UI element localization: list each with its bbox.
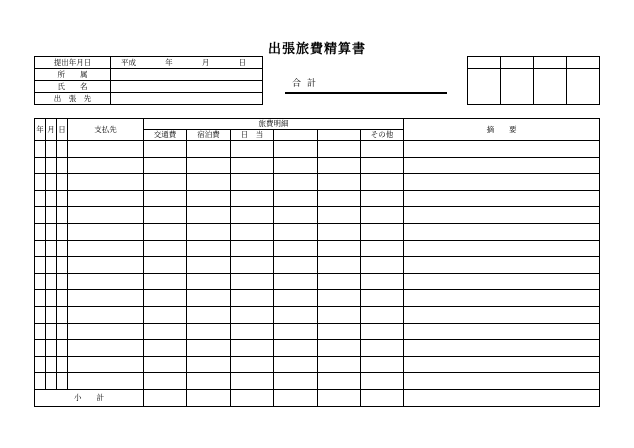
- other-cell[interactable]: [361, 207, 404, 224]
- month-cell[interactable]: [46, 207, 57, 224]
- other-cell[interactable]: [361, 306, 404, 323]
- lodging-cell[interactable]: [187, 356, 231, 373]
- transport-cell[interactable]: [144, 323, 187, 340]
- month-cell[interactable]: [46, 141, 57, 158]
- total-amount-line[interactable]: [285, 92, 447, 94]
- destination-row: [35, 93, 263, 105]
- remarks-cell[interactable]: [404, 373, 600, 390]
- allowance-cell[interactable]: [231, 141, 274, 158]
- year-cell[interactable]: [35, 190, 46, 207]
- year-cell[interactable]: [35, 340, 46, 357]
- month-cell[interactable]: [46, 190, 57, 207]
- year-cell[interactable]: [35, 273, 46, 290]
- lodging-cell[interactable]: [187, 323, 231, 340]
- allowance-cell[interactable]: [231, 323, 274, 340]
- lodging-cell[interactable]: [187, 240, 231, 257]
- expense-row: [35, 157, 600, 174]
- lodging-cell[interactable]: [187, 174, 231, 191]
- payee-cell[interactable]: [68, 290, 144, 307]
- transport-cell[interactable]: [144, 306, 187, 323]
- month-cell[interactable]: [46, 373, 57, 390]
- month-cell[interactable]: [46, 356, 57, 373]
- transport-cell[interactable]: [144, 340, 187, 357]
- day-cell[interactable]: [57, 141, 68, 158]
- remarks-cell[interactable]: [404, 306, 600, 323]
- stamp-box[interactable]: [534, 69, 567, 105]
- expense-row: [35, 141, 600, 158]
- day-cell[interactable]: [57, 340, 68, 357]
- transport-cell[interactable]: [144, 174, 187, 191]
- blank-cell[interactable]: [318, 356, 361, 373]
- other-cell[interactable]: [361, 157, 404, 174]
- payee-cell[interactable]: [68, 273, 144, 290]
- day-label: 日: [238, 57, 246, 67]
- stamp-box[interactable]: [468, 69, 501, 105]
- blank-cell[interactable]: [274, 340, 318, 357]
- expense-row: [35, 323, 600, 340]
- day-cell[interactable]: [57, 306, 68, 323]
- year-cell[interactable]: [35, 306, 46, 323]
- month-cell[interactable]: [46, 223, 57, 240]
- allowance-cell[interactable]: [231, 356, 274, 373]
- transport-cell[interactable]: [144, 141, 187, 158]
- payee-cell[interactable]: [68, 240, 144, 257]
- blank-cell[interactable]: [318, 207, 361, 224]
- remarks-cell[interactable]: [404, 141, 600, 158]
- blank-cell[interactable]: [318, 323, 361, 340]
- col-remarks-header: 摘 要: [404, 119, 600, 141]
- blank-cell[interactable]: [274, 373, 318, 390]
- payee-cell[interactable]: [68, 141, 144, 158]
- subtotal-label: 小 計: [35, 389, 144, 406]
- remarks-cell[interactable]: [404, 190, 600, 207]
- year-cell[interactable]: [35, 373, 46, 390]
- col-month-header: 月: [46, 119, 57, 141]
- other-cell[interactable]: [361, 273, 404, 290]
- expense-row: [35, 340, 600, 357]
- payee-cell[interactable]: [68, 190, 144, 207]
- day-cell[interactable]: [57, 323, 68, 340]
- blank-cell[interactable]: [318, 174, 361, 191]
- day-cell[interactable]: [57, 356, 68, 373]
- col-transport-header: 交通費: [144, 130, 187, 141]
- day-cell[interactable]: [57, 373, 68, 390]
- allowance-cell[interactable]: [231, 340, 274, 357]
- day-cell[interactable]: [57, 190, 68, 207]
- lodging-cell[interactable]: [187, 290, 231, 307]
- payee-cell[interactable]: [68, 174, 144, 191]
- name-label: 氏 名: [35, 81, 111, 93]
- month-cell[interactable]: [46, 174, 57, 191]
- blank-cell[interactable]: [274, 257, 318, 274]
- stamp-title-cell[interactable]: [468, 57, 501, 69]
- transport-cell[interactable]: [144, 223, 187, 240]
- era-label: 平成: [121, 57, 136, 67]
- approval-stamp-boxes: [467, 56, 600, 105]
- travel-expense-group-header: 旅費明細: [144, 119, 404, 130]
- subtotal-blank-cell[interactable]: [318, 389, 361, 406]
- transport-cell[interactable]: [144, 190, 187, 207]
- day-cell[interactable]: [57, 273, 68, 290]
- blank-cell[interactable]: [274, 356, 318, 373]
- subtotal-row: [35, 389, 600, 406]
- other-cell[interactable]: [361, 257, 404, 274]
- year-cell[interactable]: [35, 174, 46, 191]
- year-cell[interactable]: [35, 290, 46, 307]
- other-cell[interactable]: [361, 190, 404, 207]
- allowance-cell[interactable]: [231, 190, 274, 207]
- blank-cell[interactable]: [318, 223, 361, 240]
- blank-cell[interactable]: [318, 373, 361, 390]
- day-cell[interactable]: [57, 290, 68, 307]
- remarks-cell[interactable]: [404, 340, 600, 357]
- blank-cell[interactable]: [318, 190, 361, 207]
- year-cell[interactable]: [35, 207, 46, 224]
- remarks-cell[interactable]: [404, 207, 600, 224]
- transport-cell[interactable]: [144, 373, 187, 390]
- payee-cell[interactable]: [68, 306, 144, 323]
- day-cell[interactable]: [57, 207, 68, 224]
- year-cell[interactable]: [35, 240, 46, 257]
- lodging-cell[interactable]: [187, 273, 231, 290]
- col-year-header: 年: [35, 119, 46, 141]
- other-cell[interactable]: [361, 323, 404, 340]
- expense-rows: [35, 141, 600, 390]
- col-other-header: その他: [361, 130, 404, 141]
- total-label: 合計: [292, 79, 323, 89]
- lodging-cell[interactable]: [187, 257, 231, 274]
- name-row: [35, 81, 263, 93]
- month-label: 月: [201, 57, 210, 67]
- other-cell[interactable]: [361, 223, 404, 240]
- subtotal-other-cell[interactable]: [361, 389, 404, 406]
- lodging-cell[interactable]: [187, 207, 231, 224]
- subtotal-lodging-cell[interactable]: [187, 389, 231, 406]
- subtotal-remarks-cell[interactable]: [404, 389, 600, 406]
- stamp-box[interactable]: [501, 69, 534, 105]
- blank-cell[interactable]: [318, 141, 361, 158]
- allowance-cell[interactable]: [231, 373, 274, 390]
- remarks-cell[interactable]: [404, 223, 600, 240]
- transport-cell[interactable]: [144, 257, 187, 274]
- blank-cell[interactable]: [318, 257, 361, 274]
- expense-row: [35, 290, 600, 307]
- month-cell[interactable]: [46, 157, 57, 174]
- expense-detail-table: [34, 118, 600, 407]
- blank-cell[interactable]: [318, 157, 361, 174]
- submission-date-field[interactable]: [111, 57, 263, 69]
- payee-cell[interactable]: [68, 373, 144, 390]
- destination-label: 出 張 先: [35, 93, 111, 105]
- blank-cell[interactable]: [274, 174, 318, 191]
- col-lodging-header: 宿泊費: [187, 130, 231, 141]
- allowance-cell[interactable]: [231, 290, 274, 307]
- other-cell[interactable]: [361, 141, 404, 158]
- month-cell[interactable]: [46, 340, 57, 357]
- other-cell[interactable]: [361, 373, 404, 390]
- year-cell[interactable]: [35, 356, 46, 373]
- stamp-header-row: [468, 57, 600, 69]
- other-cell[interactable]: [361, 290, 404, 307]
- blank-cell[interactable]: [274, 141, 318, 158]
- expense-row: [35, 356, 600, 373]
- year-cell[interactable]: [35, 257, 46, 274]
- name-field[interactable]: [111, 81, 263, 93]
- month-cell[interactable]: [46, 240, 57, 257]
- department-field[interactable]: [111, 69, 263, 81]
- other-cell[interactable]: [361, 240, 404, 257]
- expense-row: [35, 223, 600, 240]
- col-payee-header: 支払先: [68, 119, 144, 141]
- stamp-title-cell[interactable]: [567, 57, 600, 69]
- day-cell[interactable]: [57, 223, 68, 240]
- transport-cell[interactable]: [144, 157, 187, 174]
- blank-cell[interactable]: [274, 223, 318, 240]
- subtotal-transport-cell[interactable]: [144, 389, 187, 406]
- payee-cell[interactable]: [68, 356, 144, 373]
- payee-cell[interactable]: [68, 257, 144, 274]
- blank-cell[interactable]: [318, 306, 361, 323]
- allowance-cell[interactable]: [231, 240, 274, 257]
- payee-cell[interactable]: [68, 223, 144, 240]
- expense-row: [35, 240, 600, 257]
- allowance-cell[interactable]: [231, 174, 274, 191]
- remarks-cell[interactable]: [404, 290, 600, 307]
- blank-cell[interactable]: [274, 273, 318, 290]
- expense-row: [35, 174, 600, 191]
- allowance-cell[interactable]: [231, 207, 274, 224]
- year-label: 年: [165, 57, 173, 67]
- remarks-cell[interactable]: [404, 157, 600, 174]
- blank-cell[interactable]: [274, 207, 318, 224]
- blank-cell[interactable]: [318, 273, 361, 290]
- blank-cell[interactable]: [274, 290, 318, 307]
- blank-cell[interactable]: [274, 240, 318, 257]
- allowance-cell[interactable]: [231, 306, 274, 323]
- transport-cell[interactable]: [144, 240, 187, 257]
- col-blank-header: [318, 130, 361, 141]
- payee-cell[interactable]: [68, 340, 144, 357]
- year-cell[interactable]: [35, 157, 46, 174]
- month-cell[interactable]: [46, 257, 57, 274]
- lodging-cell[interactable]: [187, 190, 231, 207]
- subtotal-blank-cell[interactable]: [274, 389, 318, 406]
- other-cell[interactable]: [361, 356, 404, 373]
- payee-cell[interactable]: [68, 323, 144, 340]
- transport-cell[interactable]: [144, 356, 187, 373]
- stamp-title-cell[interactable]: [534, 57, 567, 69]
- department-label: 所 属: [35, 69, 111, 81]
- expense-row: [35, 257, 600, 274]
- expense-row: [35, 190, 600, 207]
- transport-cell[interactable]: [144, 207, 187, 224]
- remarks-cell[interactable]: [404, 273, 600, 290]
- col-allowance-header: 日 当: [231, 130, 274, 141]
- lodging-cell[interactable]: [187, 340, 231, 357]
- subtotal-allowance-cell[interactable]: [231, 389, 274, 406]
- month-cell[interactable]: [46, 273, 57, 290]
- remarks-cell[interactable]: [404, 174, 600, 191]
- month-cell[interactable]: [46, 290, 57, 307]
- lodging-cell[interactable]: [187, 157, 231, 174]
- day-cell[interactable]: [57, 157, 68, 174]
- blank-cell[interactable]: [318, 290, 361, 307]
- payee-cell[interactable]: [68, 207, 144, 224]
- year-cell[interactable]: [35, 223, 46, 240]
- remarks-cell[interactable]: [404, 356, 600, 373]
- stamp-box-row: [468, 69, 600, 105]
- year-cell[interactable]: [35, 323, 46, 340]
- submission-date-row: [35, 57, 263, 69]
- lodging-cell[interactable]: [187, 141, 231, 158]
- payee-cell[interactable]: [68, 157, 144, 174]
- remarks-cell[interactable]: [404, 240, 600, 257]
- header-row-1: [35, 119, 600, 130]
- other-cell[interactable]: [361, 340, 404, 357]
- col-day-header: 日: [57, 119, 68, 141]
- allowance-cell[interactable]: [231, 273, 274, 290]
- transport-cell[interactable]: [144, 290, 187, 307]
- blank-cell[interactable]: [274, 157, 318, 174]
- submission-date-label: 提出年月日: [35, 57, 111, 69]
- lodging-cell[interactable]: [187, 373, 231, 390]
- remarks-cell[interactable]: [404, 257, 600, 274]
- allowance-cell[interactable]: [231, 257, 274, 274]
- allowance-cell[interactable]: [231, 223, 274, 240]
- expense-row: [35, 273, 600, 290]
- blank-cell[interactable]: [274, 323, 318, 340]
- transport-cell[interactable]: [144, 273, 187, 290]
- day-cell[interactable]: [57, 174, 68, 191]
- department-row: [35, 69, 263, 81]
- applicant-info-table: [34, 56, 263, 105]
- blank-cell[interactable]: [274, 190, 318, 207]
- stamp-title-cell[interactable]: [501, 57, 534, 69]
- lodging-cell[interactable]: [187, 306, 231, 323]
- allowance-cell[interactable]: [231, 157, 274, 174]
- document-title: 出張旅費精算書: [267, 42, 366, 57]
- other-cell[interactable]: [361, 174, 404, 191]
- stamp-box[interactable]: [567, 69, 600, 105]
- blank-cell[interactable]: [274, 306, 318, 323]
- day-cell[interactable]: [57, 240, 68, 257]
- expense-row: [35, 373, 600, 390]
- year-cell[interactable]: [35, 141, 46, 158]
- expense-row: [35, 306, 600, 323]
- month-cell[interactable]: [46, 323, 57, 340]
- blank-cell[interactable]: [318, 340, 361, 357]
- day-cell[interactable]: [57, 257, 68, 274]
- blank-cell[interactable]: [318, 240, 361, 257]
- month-cell[interactable]: [46, 306, 57, 323]
- col-blank-header: [274, 130, 318, 141]
- destination-field[interactable]: [111, 93, 263, 105]
- remarks-cell[interactable]: [404, 323, 600, 340]
- lodging-cell[interactable]: [187, 223, 231, 240]
- expense-row: [35, 207, 600, 224]
